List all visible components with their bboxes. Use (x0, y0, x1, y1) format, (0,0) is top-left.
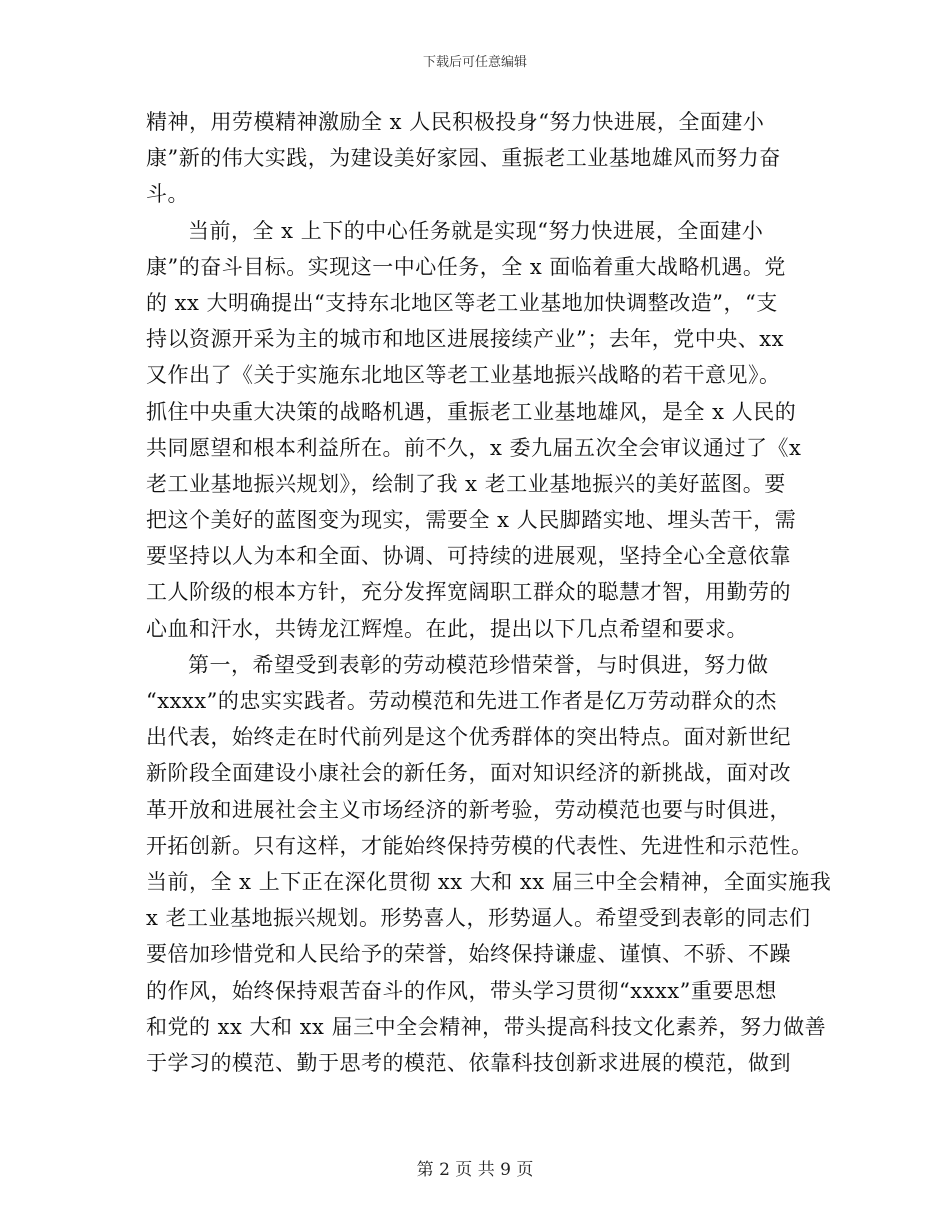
text-line: 共同愿望和根本利益所在。前不久，x 委九届五次全会审议通过了《x (146, 435, 802, 460)
text-line: 精神，用劳模精神激励全 x 人民积极投身“努力快进展，全面建小 (146, 110, 765, 134)
text-line: 抓住中央重大决策的战略机遇，重振老工业基地雄风，是全 x 人民的 (146, 399, 797, 424)
text-line: 革开放和进展社会主义市场经济的新考验，劳动模范也要与时俱进， (146, 797, 791, 822)
text-line: 要坚持以人为本和全面、协调、可持续的进展观，坚持全心全意依靠 (146, 544, 791, 569)
text-line: 把这个美好的蓝图变为现实，需要全 x 人民脚踏实地、埋头苦干，需 (146, 508, 797, 533)
text-line: 要倍加珍惜党和人民给予的荣誉，始终保持谦虚、谨慎、不骄、不躁 (146, 942, 791, 967)
text-line: 当前，全 x 上下正在深化贯彻 xx 大和 xx 届三中全会精神，全面实施我 (146, 869, 832, 894)
page-footer: 第 2 页 共 9 页 (416, 1160, 534, 1180)
text-line: 的 xx 大明确提出“支持东北地区等老工业基地加快调整改造”，“支 (146, 290, 778, 315)
document-body (146, 104, 832, 1081)
text-line: “xxxx”的忠实实践者。劳动模范和先进工作者是亿万劳动群众的杰 (146, 689, 777, 713)
text-line: 康”的奋斗目标。实现这一中心任务，全 x 面临着重大战略机遇。党 (146, 254, 786, 279)
text-line: x 老工业基地振兴规划。形势喜人，形势逼人。希望受到表彰的同志们 (146, 906, 811, 931)
text-line: 持以资源开采为主的城市和地区进展接续产业”；去年，党中央、xx (146, 327, 784, 352)
text-line: 于学习的模范、勤于思考的模范、依靠科技创新求进展的模范，做到 (146, 1050, 791, 1075)
text-line: 老工业基地振兴规划》，绘制了我 x 老工业基地振兴的美好蓝图。要 (146, 471, 786, 496)
text-line: 和党的 xx 大和 xx 届三中全会精神，带头提高科技文化素养，努力做善 (146, 1014, 827, 1039)
text-line: 斗。 (146, 182, 189, 207)
paragraph-start-line: 当前，全 x 上下的中心任务就是实现“努力快进展，全面建小 (188, 218, 764, 243)
text-line: 开拓创新。只有这样，才能始终保持劳模的代表性、先进性和示范性。 (146, 833, 813, 858)
text-line: 新阶段全面建设小康社会的新任务，面对知识经济的新挑战，面对改 (146, 761, 791, 786)
text-line: 出代表，始终走在时代前列是这个优秀群体的突出特点。面对新世纪 (146, 725, 791, 750)
text-line: 心血和汗水，共铸龙江辉煌。在此，提出以下几点希望和要求。 (146, 616, 748, 641)
text-line: 工人阶级的根本方针，充分发挥宽阔职工群众的聪慧才智，用勤劳的 (146, 580, 791, 605)
text-line: 康”新的伟大实践，为建设美好家园、重振老工业基地雄风而努力奋 (146, 146, 781, 171)
text-line: 的作风，始终保持艰苦奋斗的作风，带头学习贯彻“xxxx”重要思想 (146, 978, 777, 1003)
paragraph-start-line: 第一，希望受到表彰的劳动模范珍惜荣誉，与时俱进，努力做 (188, 652, 769, 677)
page-header: 下载后可任意编辑 (422, 55, 527, 70)
text-line: 又作出了《关于实施东北地区等老工业基地振兴战略的若干意见》。 (146, 363, 781, 388)
